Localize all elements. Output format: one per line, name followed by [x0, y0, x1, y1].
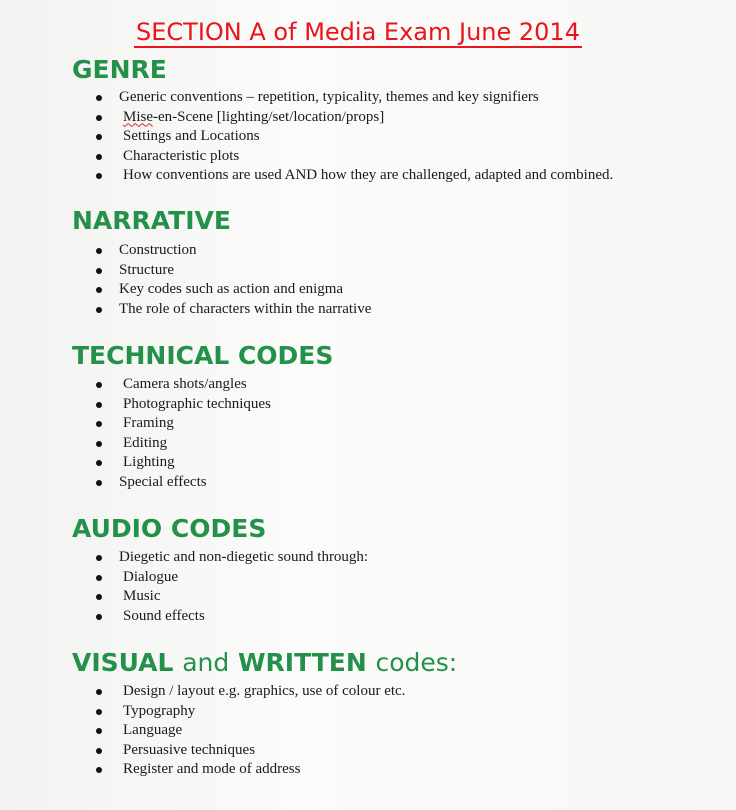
section-heading-genre: GENRE — [72, 55, 167, 84]
document-page: SECTION A of Media Exam June 2014 GENRE Generic conventions – repetition, typicality, themes and key signifiers Mise-en-Scene [lighting/set/location/props] Settings and Locations Characteristic plots How conventions are used AND how they are challenged, adapted and combined. NARRATIVE Construction Structure Key codes such as action and enigma The role of characters within the narrative TECHNICAL CODES Camera shots/angles Photographic techniques Framing Editing Lighting Special effects AUDIO CODES Diegetic and non-diegetic sound through: Dialogue Music Sound effects VISUAL and WRITTEN codes: Design / layout e.g. graphics, use of colour etc. Typography Language Persuasive techniques Register and mode of address — [0, 0, 736, 810]
bullet-icon — [96, 173, 102, 179]
bullet-icon — [96, 709, 102, 715]
bullet-icon — [96, 441, 102, 447]
bullet-icon — [96, 767, 102, 773]
page-title — [0, 16, 716, 48]
bullet-icon — [96, 248, 102, 254]
section-heading-technical-codes: TECHNICAL CODES — [72, 341, 334, 370]
page-title-text: SECTION A of Media Exam June 2014 — [136, 18, 580, 46]
bullet-icon — [96, 382, 102, 388]
bullet-icon — [96, 480, 102, 486]
bullet-icon — [96, 268, 102, 274]
bullet-icon — [96, 555, 102, 561]
bullet-icon — [96, 154, 102, 160]
spellcheck-underline: Mise — [123, 108, 153, 125]
section-heading-audio-codes: AUDIO CODES — [72, 514, 267, 543]
bullet-icon — [96, 421, 102, 427]
section-heading-visual-written-codes: VISUAL and WRITTEN codes: — [72, 648, 458, 677]
bullet-icon — [96, 728, 102, 734]
bullet-icon — [96, 134, 102, 140]
mise-en-scene-text: Mise-en-Scene [lighting/set/location/props] — [123, 108, 385, 125]
bullet-icon — [96, 575, 102, 581]
bullet-icon — [96, 402, 102, 408]
bullet-icon — [96, 460, 102, 466]
bullet-icon — [96, 287, 102, 293]
bullet-icon — [96, 115, 102, 121]
section-heading-narrative: NARRATIVE — [72, 206, 231, 235]
bullet-icon — [96, 614, 102, 620]
bullet-icon — [96, 307, 102, 313]
bullet-icon — [96, 594, 102, 600]
bullet-icon — [96, 689, 102, 695]
bullet-icon — [96, 95, 102, 101]
bullet-icon — [96, 748, 102, 754]
